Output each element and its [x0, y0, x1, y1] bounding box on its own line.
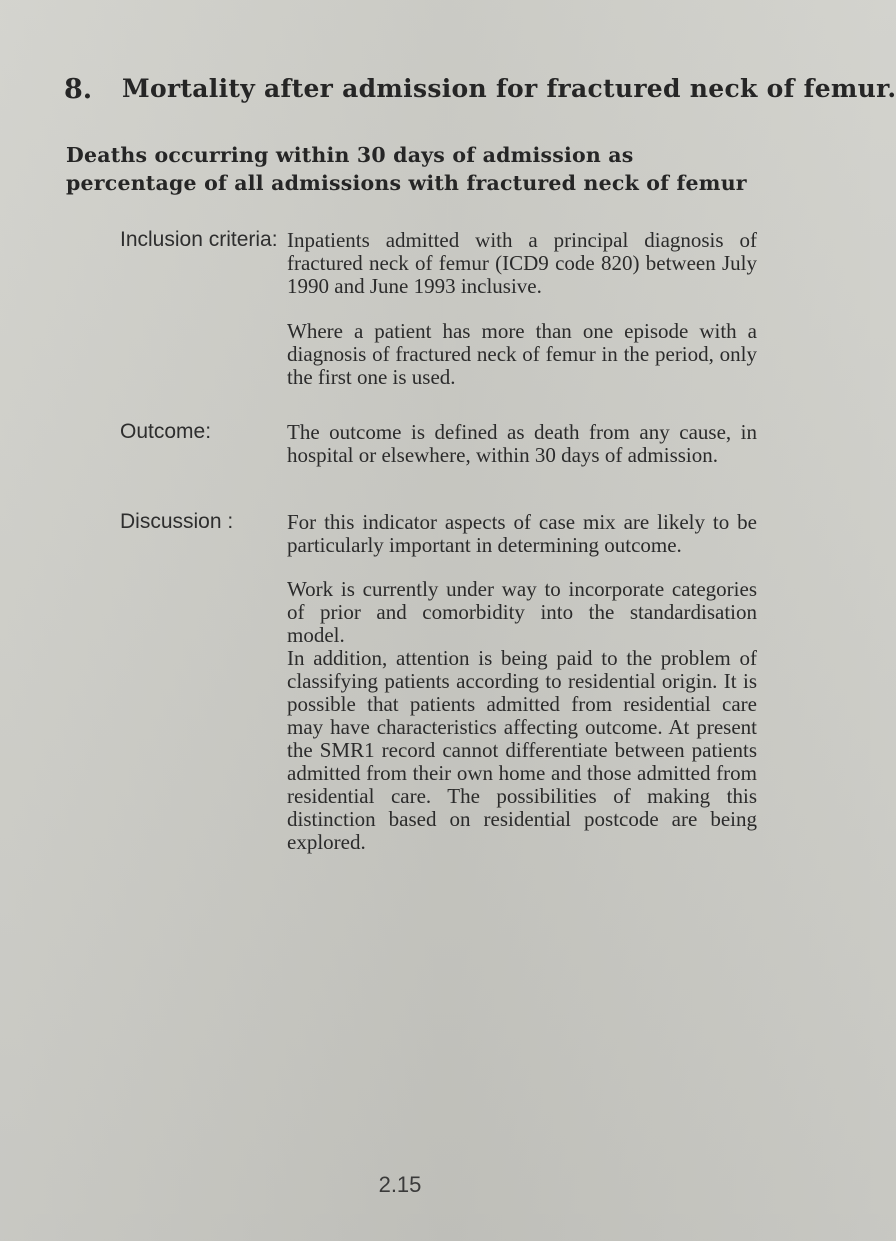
inclusion-criteria-paragraph: Where a patient has more than one episode with a diagnosis of fractured neck of femur in the period, only the first one is used.	[287, 319, 757, 389]
outcome-label: Outcome:	[120, 420, 212, 443]
discussion-paragraph: For this indicator aspects of case mix are likely to be particularly important in determining outcome.	[287, 510, 757, 557]
inclusion-criteria-label: Inclusion criteria:	[120, 228, 278, 251]
section-title: Mortality after admission for fractured neck of femur.	[122, 74, 896, 103]
indicator-title: Deaths occurring within 30 days of admission as percentage of all admissions with fractured neck of femur	[66, 143, 747, 195]
discussion-paragraph: Work is currently under way to incorporate categories of prior and comorbidity into the standardisation model.	[287, 577, 757, 647]
section-number: 8.	[64, 74, 93, 105]
discussion-paragraph: In addition, attention is being paid to the problem of classifying patients according to residential origin. It is possible that patients admitted from residential care may have characteristics affecting outcome. At present the SMR1 record cannot differentiate between patients admitted from their own home and those admitted from residential care. The possibilities of making this distinction based on residential postcode are being explored.	[287, 646, 757, 854]
outcome-paragraph: The outcome is defined as death from any cause, in hospital or elsewhere, within 30 days of admission.	[287, 420, 757, 467]
discussion-label: Discussion :	[120, 510, 234, 533]
inclusion-criteria-paragraph: Inpatients admitted with a principal diagnosis of fractured neck of femur (ICD9 code 820) between July 1990 and June 1993 inclusive.	[287, 228, 757, 298]
page-number: 2.15	[378, 1172, 422, 1197]
